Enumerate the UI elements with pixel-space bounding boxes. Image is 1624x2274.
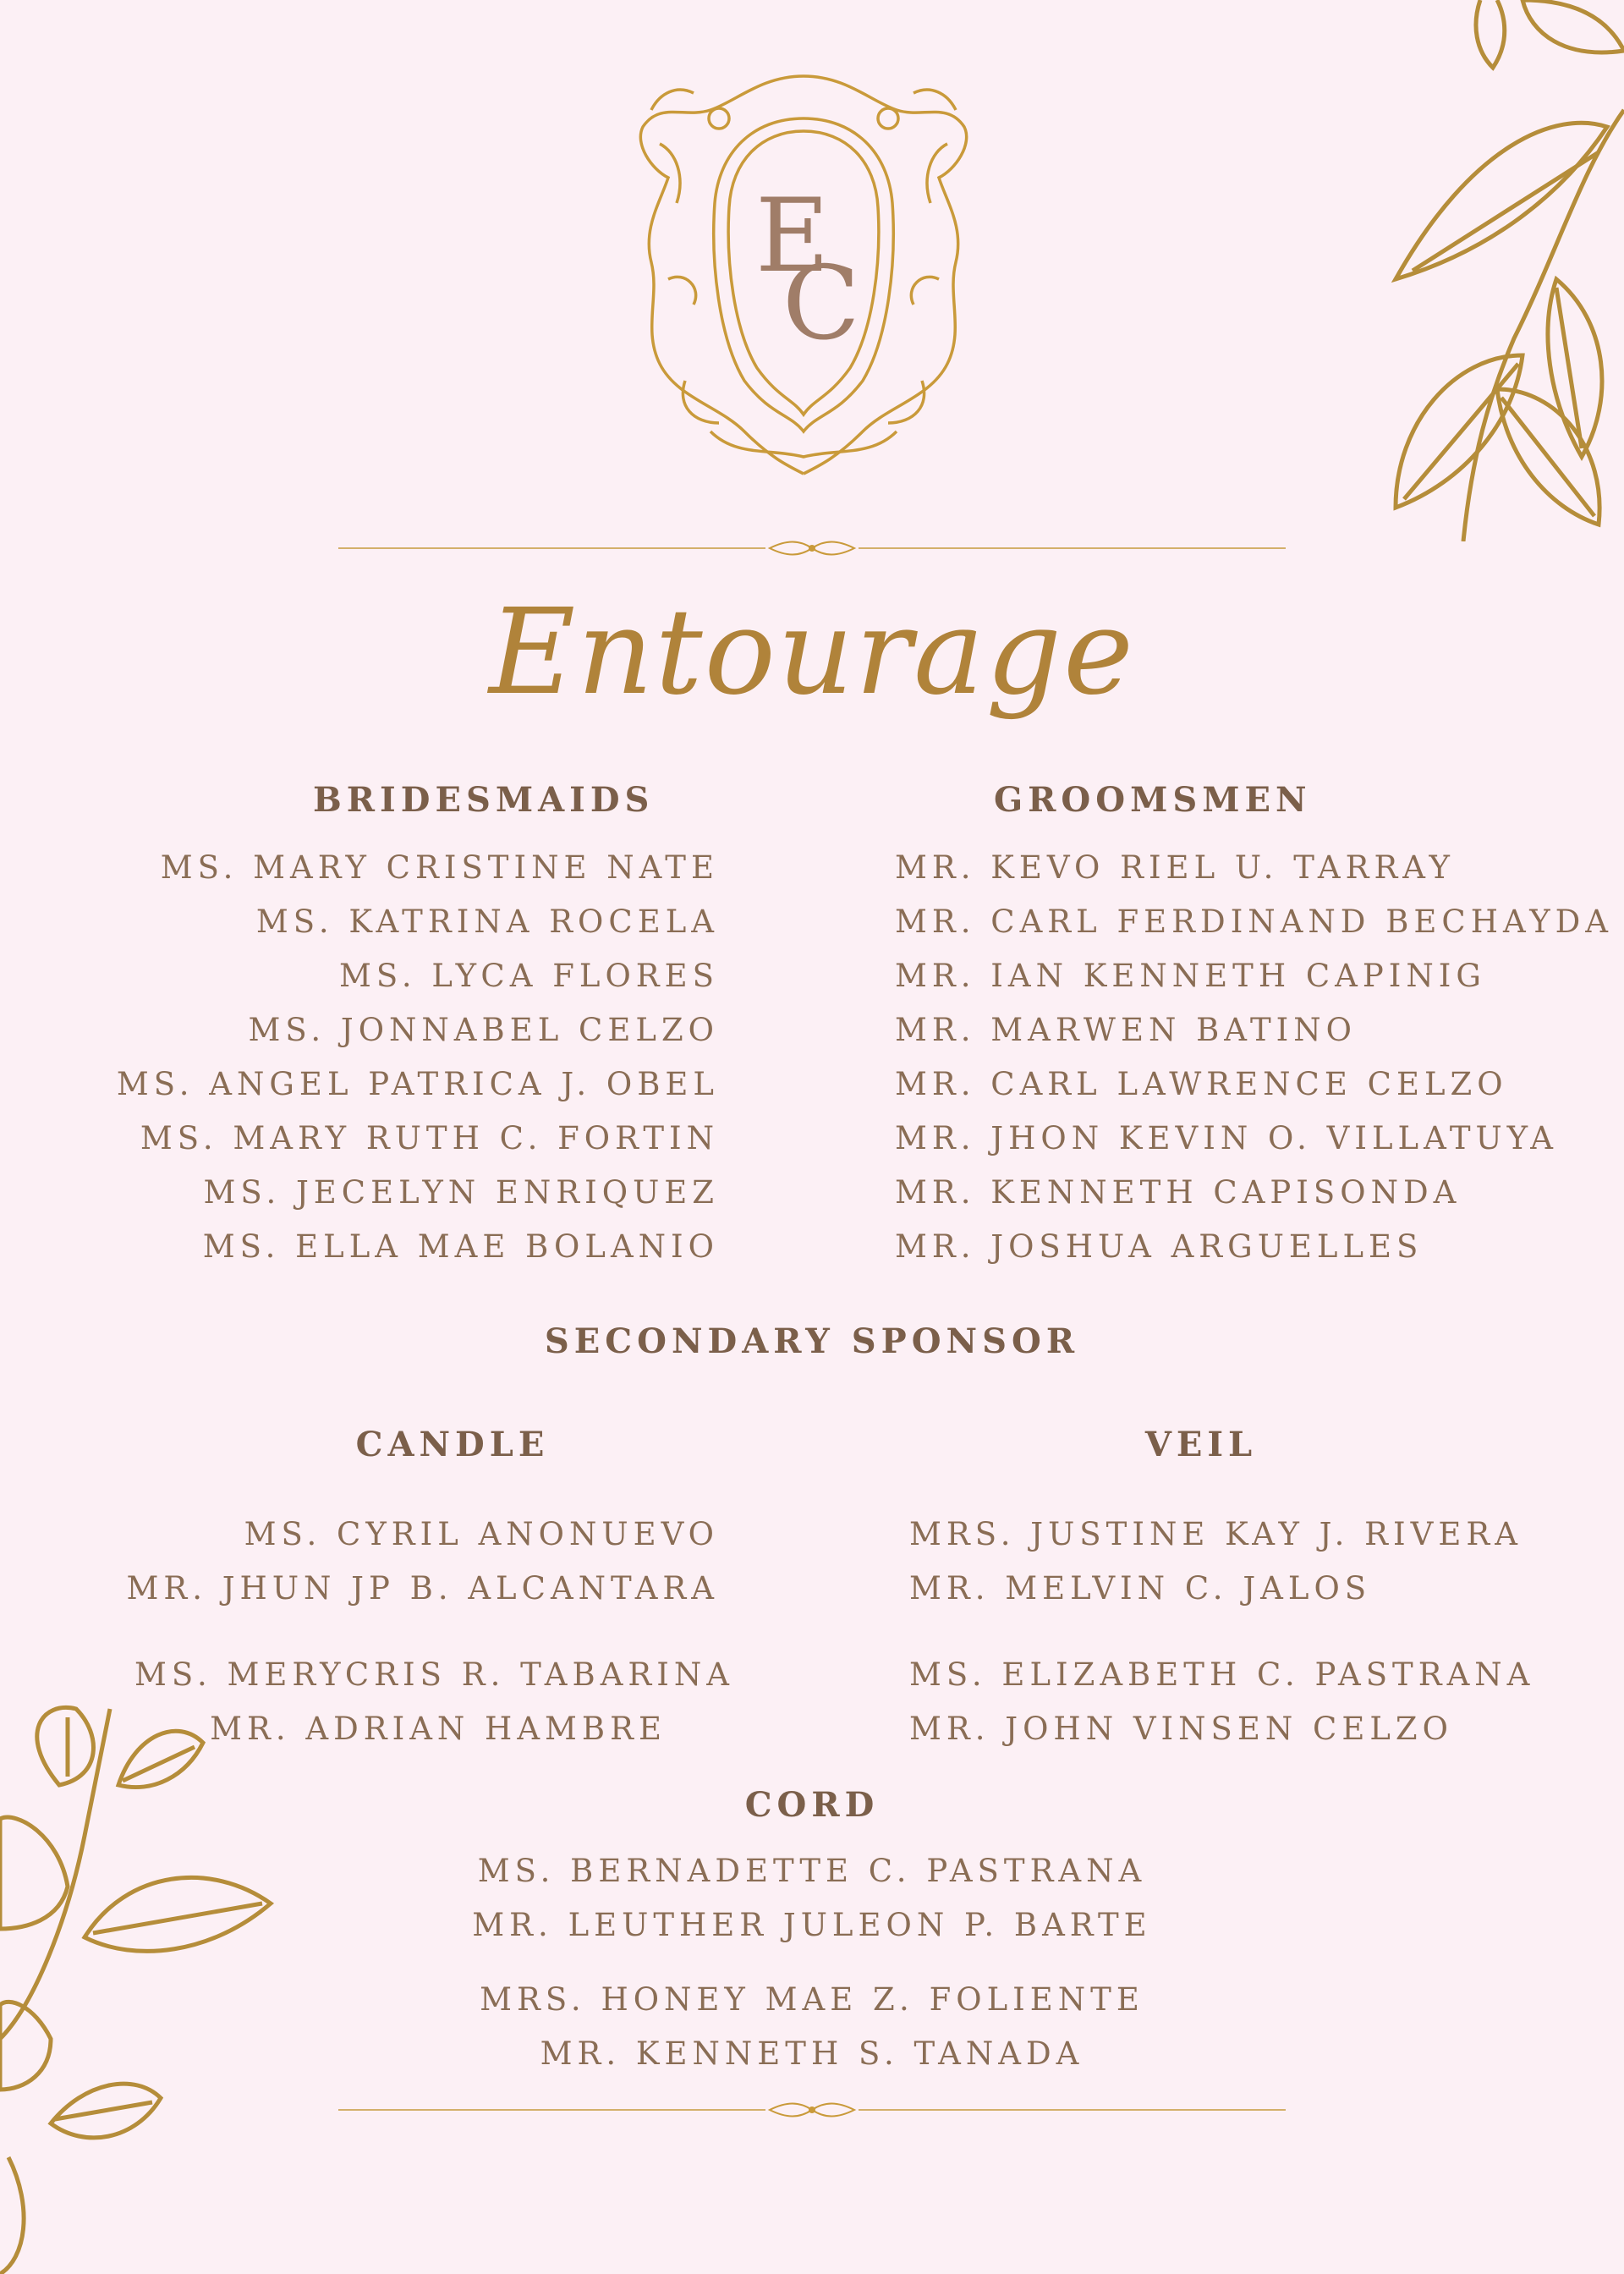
list-item: MR. LEUTHER JULEON P. BARTE <box>472 1907 1152 1943</box>
list-item: MS. MARY RUTH C. FORTIN <box>140 1120 719 1156</box>
page-title: Entourage <box>489 584 1135 722</box>
list-item: MS. MARY CRISTINE NATE <box>160 849 719 886</box>
list-item: MR. KEVO RIEL U. TARRAY <box>895 849 1455 886</box>
list-item: MR. JOHN VINSEN CELZO <box>909 1711 1453 1747</box>
cord-heading: CORD <box>744 1785 880 1825</box>
top-divider <box>338 538 1286 558</box>
list-item: MS. MERYCRIS R. TABARINA <box>134 1656 734 1693</box>
list-item: MR. JHUN JP B. ALCANTARA <box>126 1570 719 1607</box>
list-item: MR. IAN KENNETH CAPINIG <box>895 958 1486 994</box>
bottom-divider <box>338 2100 1286 2120</box>
list-item: MS. ELLA MAE BOLANIO <box>202 1228 719 1265</box>
list-item: MS. ANGEL PATRICA J. OBEL <box>116 1066 719 1102</box>
list-item: MR. MELVIN C. JALOS <box>909 1570 1372 1607</box>
list-item: MR. JOSHUA ARGUELLES <box>895 1228 1424 1265</box>
list-item: MRS. JUSTINE KAY J. RIVERA <box>909 1516 1522 1552</box>
list-item: MR. KENNETH S. TANADA <box>540 2035 1084 2072</box>
list-item: MS. BERNADETTE C. PASTRANA <box>477 1853 1147 1889</box>
list-item: MR. KENNETH CAPISONDA <box>895 1174 1462 1211</box>
list-item: MS. LYCA FLORES <box>339 958 719 994</box>
veil-heading: VEIL <box>1144 1425 1258 1464</box>
monogram-letter-c: C <box>782 245 860 363</box>
candle-heading: CANDLE <box>355 1425 550 1464</box>
list-item: MRS. HONEY MAE Z. FOLIENTE <box>480 1981 1144 2018</box>
monogram-letter-e: E <box>755 178 830 295</box>
list-item: MR. CARL FERDINAND BECHAYDA <box>895 904 1614 940</box>
leaf-branch-top-right-icon <box>1303 0 1624 541</box>
list-item: MS. CYRIL ANONUEVO <box>244 1516 719 1552</box>
list-item: MR. CARL LAWRENCE CELZO <box>895 1066 1508 1102</box>
groomsmen-heading: GROOMSMEN <box>994 780 1312 820</box>
list-item: MS. KATRINA ROCELA <box>255 904 719 940</box>
list-item: MR. JHON KEVIN O. VILLATUYA <box>895 1120 1558 1156</box>
list-item: MR. MARWEN BATINO <box>895 1012 1357 1048</box>
list-item: MR. ADRIAN HAMBRE <box>210 1711 667 1747</box>
bridesmaids-heading: BRIDESMAIDS <box>313 780 655 820</box>
list-item: MS. JECELYN ENRIQUEZ <box>203 1174 719 1211</box>
list-item: MS. ELIZABETH C. PASTRANA <box>909 1656 1535 1693</box>
leaf-branch-bottom-left-icon <box>0 1684 279 2274</box>
list-item: MS. JONNABEL CELZO <box>248 1012 719 1048</box>
secondary-sponsor-heading: SECONDARY SPONSOR <box>544 1321 1080 1361</box>
